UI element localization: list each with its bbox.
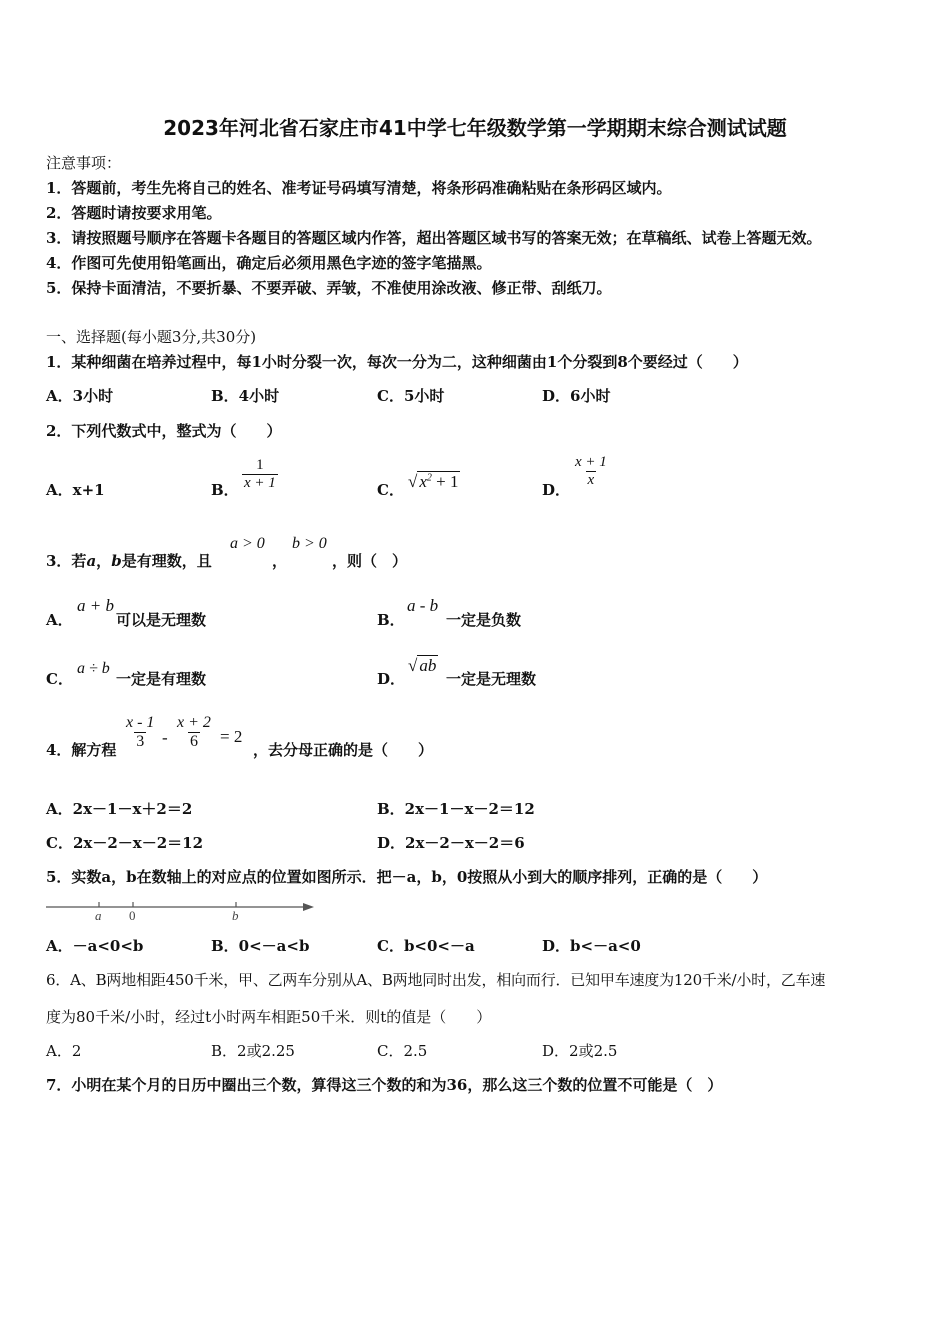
notice-item: 1．答题前，考生先将自己的姓名、准考证号码填写清楚，将条形码准确粘贴在条形码区域内。 (46, 179, 672, 197)
q2-option-d-fraction (573, 454, 609, 489)
notice-item: 4．作图可先使用铅笔画出，确定后必须用黑色字迹的签字笔描黑。 (46, 254, 492, 272)
q1-option-c: C．5小时 (377, 387, 445, 405)
notice-item: 5．保持卡面清洁，不要折暴、不要弄破、弄皱，不准使用涂改液、修正带、刮纸刀。 (46, 279, 612, 297)
q7-stem: 7．小明在某个月的日历中圈出三个数，算得这三个数的和为36，那么这三个数的位置不可能是（ ） (46, 1076, 723, 1094)
q3-option-a-label: A． (46, 611, 73, 629)
q6-stem-line1: 6．A、B两地相距450千米，甲、乙两车分别从A、B两地同时出发，相向而行．已知甲车速度为120千米/小时，乙车速 (46, 971, 826, 989)
q5-option-c: C．b<0<－a (377, 937, 475, 955)
q6-option-b: B．2或2.25 (211, 1042, 295, 1060)
q3-cond2: b > 0 (292, 535, 327, 552)
q4-prefix: 4．解方程 (46, 741, 117, 759)
fraction-numerator: 1 (256, 457, 264, 473)
sqrt-tail: + 1 (431, 472, 459, 491)
q6-option-d: D．2或2.5 (542, 1042, 618, 1060)
q3-prefix: 3．若 (46, 552, 87, 570)
q2-option-c-sqrt (408, 472, 460, 492)
q4-rhs: = 2 (220, 727, 243, 746)
number-line-svg (44, 896, 320, 924)
q5-option-a: A．－a<0<b (46, 937, 144, 955)
q6-stem-line2: 度为80千米/小时，经过t小时两车相距50千米．则t的值是（ ） (46, 1008, 492, 1026)
q3-cond1: a > 0 (230, 535, 265, 552)
axis-label-b: b (232, 908, 239, 923)
notice-item: 2．答题时请按要求用笔。 (46, 204, 222, 222)
q4-fraction-2 (175, 714, 213, 751)
q5-stem: 5．实数a，b在数轴上的对应点的位置如图所示．把－a，b，0按照从小到大的顺序排列，正确的是（ ） (46, 868, 768, 886)
q3-option-c-text: 一定是有理数 (116, 670, 207, 688)
q4-tail: ，去分母正确的是（ ） (253, 741, 434, 759)
sqrt-base: x (419, 472, 427, 491)
q3-stem (46, 550, 212, 571)
q3-comma: ， (272, 552, 288, 570)
q1-stem: 1．某种细菌在培养过程中，每1小时分裂一次，每次一分为二，这种细菌由1个分裂到8个要经过（ ） (46, 353, 748, 371)
q3-mid: 是有理数，且 (121, 552, 212, 570)
q2-option-c-label: C． (377, 481, 404, 499)
fraction-denominator: x (587, 472, 595, 488)
fraction-denominator: 3 (136, 733, 145, 750)
q2-option-b-fraction (242, 457, 278, 492)
q5-option-d: D．b<－a<0 (542, 937, 641, 955)
fraction-numerator: x + 2 (177, 714, 211, 731)
q6-option-c: C．2.5 (377, 1042, 428, 1060)
q1-option-a: A．3小时 (46, 387, 114, 405)
q3-option-b-label: B． (377, 611, 405, 629)
sqrt-sign-icon: √ (408, 656, 418, 675)
q1-option-d: D．6小时 (542, 387, 611, 405)
q3-option-a-text: 可以是无理数 (116, 611, 207, 629)
section-heading: 一、选择题(每小题3分,共30分) (46, 328, 257, 346)
q2-option-d-label: D． (542, 481, 571, 499)
q3-tail: ，则（ ） (332, 552, 408, 570)
page-title: 2023年河北省石家庄市41中学七年级数学第一学期期末综合测试试题 (163, 116, 787, 140)
q3-sep: ， (96, 552, 112, 570)
q5-option-b: B．0<－a<b (211, 937, 310, 955)
q3-option-b-expr: a - b (407, 596, 439, 615)
q2-option-b-label: B． (211, 481, 239, 499)
q2-option-a (46, 479, 105, 500)
fraction-denominator: 6 (189, 733, 198, 750)
q3-option-b-text: 一定是负数 (446, 611, 522, 629)
notice-item: 3．请按照题号顺序在答题卡各题目的答题区域内作答，超出答题区域书写的答案无效；在草稿纸、试卷上答题无效。 (46, 229, 822, 247)
fraction-numerator: x + 1 (575, 454, 607, 470)
q6-option-a: A．2 (46, 1042, 82, 1060)
notice-heading: 注意事项： (46, 154, 122, 172)
q4-option-a: A．2x－1－x＋2＝2 (46, 800, 193, 818)
sqrt-exponent: 2 (426, 472, 432, 484)
q4-minus: - (162, 728, 168, 747)
var-a: a (86, 552, 97, 570)
q4-option-c: C．2x－2－x－2＝12 (46, 834, 204, 852)
fraction-denominator: x + 1 (244, 475, 276, 491)
axis-label-a: a (95, 908, 102, 923)
arrow-icon (303, 903, 314, 911)
q2-stem: 2．下列代数式中，整式为（ ） (46, 422, 282, 440)
q3-option-c-expr: a ÷ b (77, 660, 110, 677)
fraction-numerator: x - 1 (126, 714, 155, 731)
q2-a-expr: x+1 (72, 481, 105, 499)
axis-label-0: 0 (129, 908, 136, 923)
sqrt-radicand: ab (419, 656, 437, 675)
q3-option-c-label: C． (46, 670, 73, 688)
q4-fraction-1 (124, 714, 156, 751)
q1-option-b: B．4小时 (211, 387, 280, 405)
q3-option-a-expr: a + b (77, 596, 114, 615)
var-b: b (111, 552, 122, 570)
q3-option-d-sqrt (408, 656, 438, 676)
sqrt-sign-icon: √ (408, 472, 418, 491)
q3-option-d-label: D． (377, 670, 406, 688)
number-line-figure (44, 896, 320, 924)
q4-option-d: D．2x－2－x－2＝6 (377, 834, 525, 852)
q4-option-b: B．2x－1－x－2＝12 (377, 800, 535, 818)
q3-option-d-text: 一定是无理数 (446, 670, 537, 688)
option-label: A． (46, 481, 73, 499)
